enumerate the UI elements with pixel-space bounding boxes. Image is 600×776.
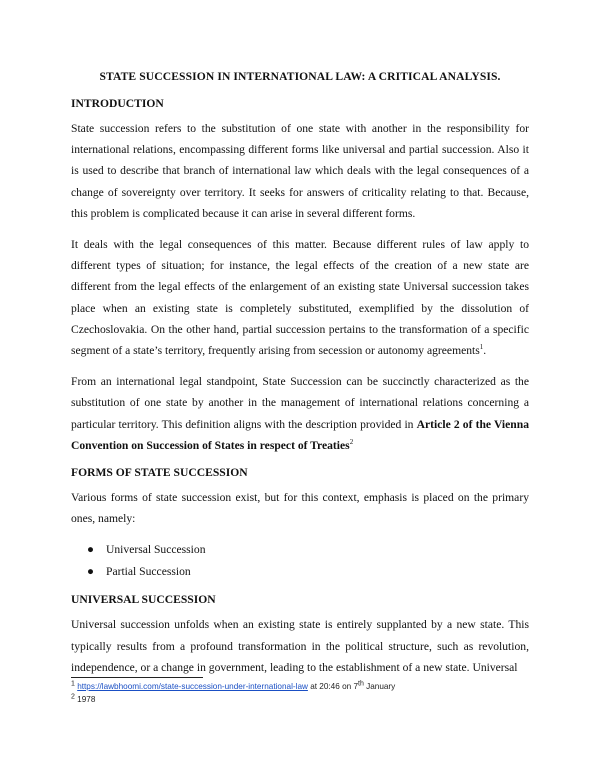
document-title: STATE SUCCESSION IN INTERNATIONAL LAW: A CRITICAL ANALYSIS.	[99, 70, 501, 83]
intro-paragraph-2-end: .	[483, 344, 487, 358]
footnote-2	[71, 695, 95, 704]
footnote-2-number: 2	[71, 693, 75, 701]
intro-paragraph-2-text: It deals with the legal consequences of this matter. Because different rules of law apply to different types of situation; for instance, the legal effects of the creation of a new state are different from the legal effects of the enlargement of an existing state Universal succession takes place when an existing state is completely substituted, exemplified by the dissolution of Czechoslovakia. On the other hand, partial succession pertains to the transformation of a specific segment of a state’s territory, frequently arising from secession or autonomy agreements	[71, 238, 529, 358]
footnote-1	[71, 682, 395, 691]
footnote-2-text: 1978	[74, 695, 96, 704]
intro-paragraph-2	[71, 234, 529, 361]
universal-paragraph: Universal succession unfolds when an existing state is entirely supplanted by a new state. This typically results from a profound transformation in the political structure, such as revolution, independence, or a change in government, leading to the establishment of a new state. Universal	[71, 618, 529, 674]
footnote-1-ordinal: th	[358, 680, 364, 688]
vienna-convention-reference: Article 2 of the Vienna Convention on Succession of States in respect of Treaties	[71, 417, 529, 452]
bullet-icon: ●	[87, 543, 95, 557]
intro-paragraph-1: State succession refers to the substitution of one state with another in the responsibility for international relations, encompassing different forms like universal and partial succession. Also it is used to describe that branch of international law which deals with the legal consequences of a change of sovereignty over territory. It seeks for answers of criticality relating to that. Because, this problem is complicated because it can arise in several different forms.	[71, 122, 529, 220]
forms-list	[71, 539, 529, 583]
footnote-ref-1[interactable]: 1	[479, 343, 484, 352]
footnote-1-end: January	[363, 682, 396, 691]
list-item-partial-succession	[71, 561, 529, 583]
intro-paragraph-3	[71, 371, 529, 456]
bullet-icon: ●	[87, 565, 95, 579]
footnote-1-text: at 20:46 on 7	[307, 682, 358, 691]
heading-forms-of-state-succession: FORMS OF STATE SUCCESSION	[71, 466, 248, 480]
footnote-divider	[71, 677, 203, 678]
footnote-ref-2[interactable]: 2	[349, 437, 354, 446]
list-item-label: Partial Succession	[106, 565, 191, 579]
intro-paragraph-3-text: From an international legal standpoint, State Succession can be succinctly characterized as the substitution of one state by another in the management of international relations concerning a particular territory. This definition aligns with the description provided in	[71, 375, 529, 431]
footnote-1-number: 1	[71, 680, 75, 688]
heading-introduction: INTRODUCTION	[71, 97, 164, 110]
forms-paragraph: Various forms of state succession exist, but for this context, emphasis is placed on the primary ones, namely:	[71, 491, 529, 526]
heading-universal-succession: UNIVERSAL SUCCESSION	[71, 593, 216, 607]
list-item-label: Universal Succession	[106, 543, 206, 557]
footnote-1-link[interactable]: https://lawbhoomi.com/state-succession-under-international-law	[77, 682, 308, 691]
list-item-universal-succession	[71, 539, 529, 561]
page-content	[71, 70, 529, 688]
